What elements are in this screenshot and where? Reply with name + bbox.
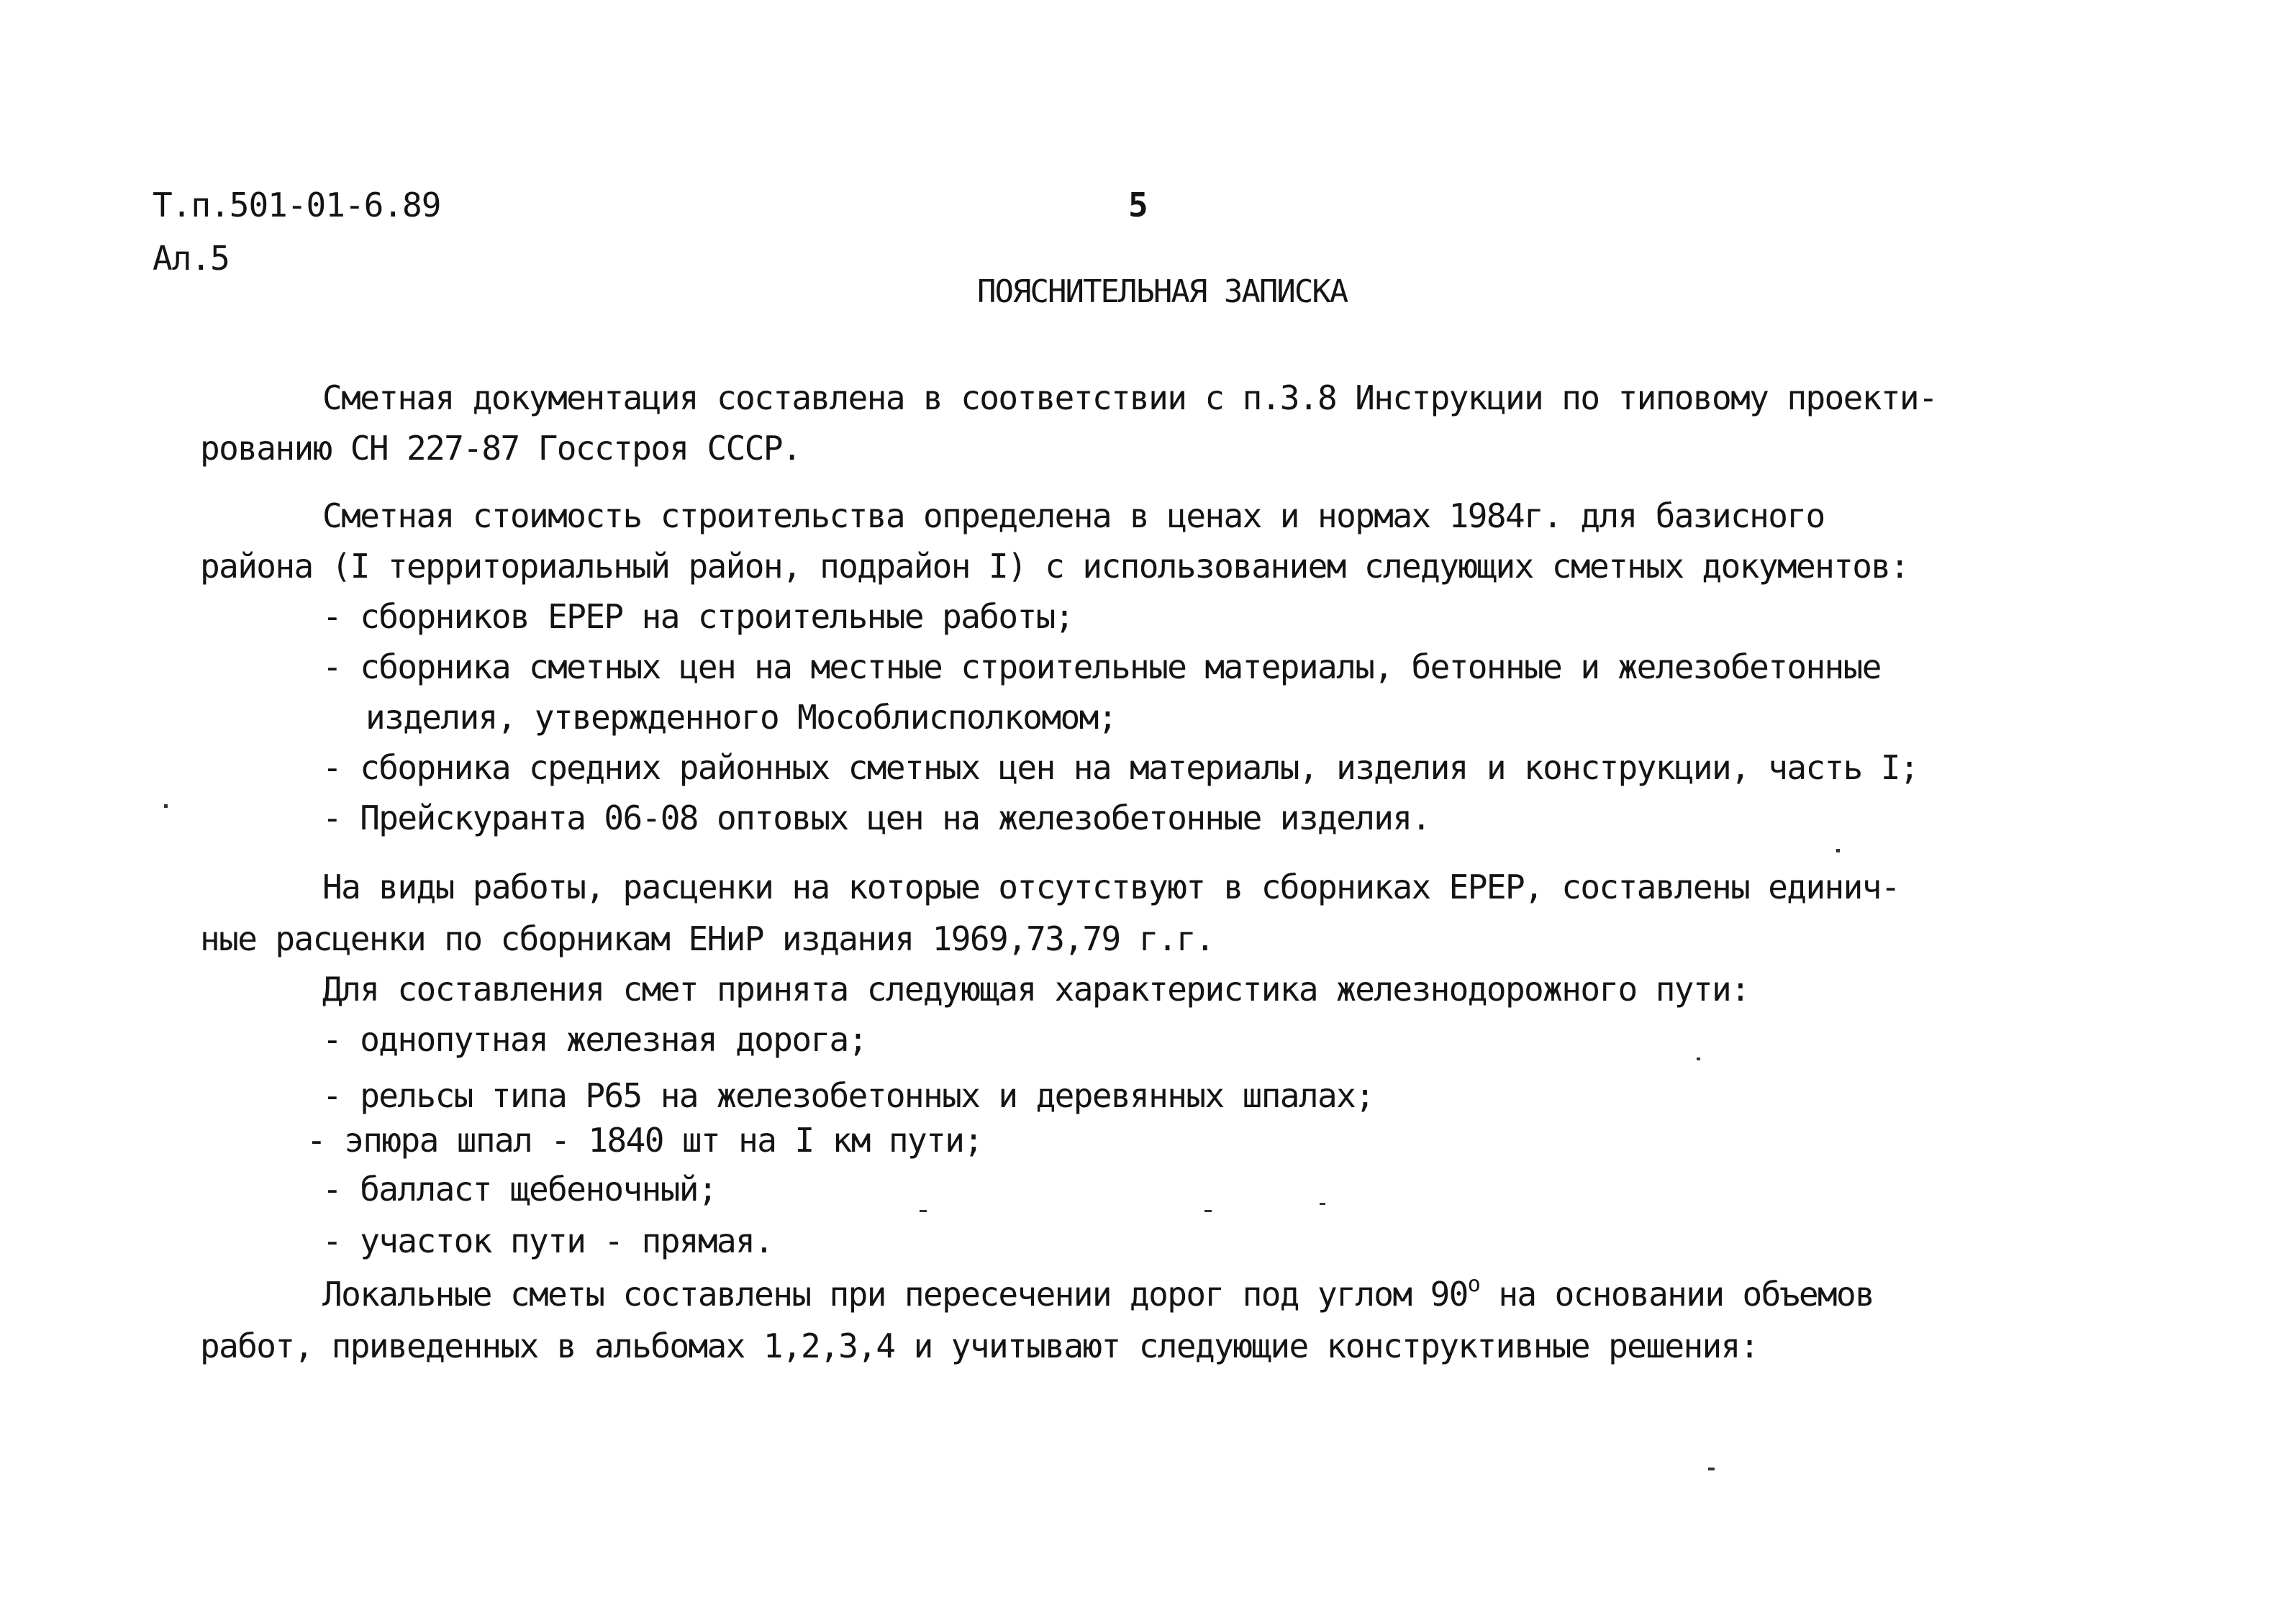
degree-superscript: о: [1467, 1272, 1480, 1297]
scan-speck: [1708, 1468, 1715, 1470]
scan-speck: [164, 804, 168, 808]
paragraph-3-line-1: На виды работы, расценки на которые отсутствуют в сборниках ЕРЕР, составлены единич-: [322, 868, 1900, 906]
list-item: - рельсы типа Р65 на железобетонных и деревянных шпалах;: [322, 1076, 1374, 1115]
paragraph-2-line-1: Сметная стоимость строительства определена в ценах и нормах 1984г. для базисного: [322, 496, 1825, 535]
list-item: - сборника сметных цен на местные строительные материалы, бетонные и железобетонные: [322, 647, 1881, 686]
list-item: - Прейскуранта 06-08 оптовых цен на железобетонные изделия.: [322, 799, 1430, 837]
paragraph-1-line-2: рованию СН 227-87 Госстроя СССР.: [200, 429, 802, 468]
list-item: - балласт щебеночный;: [322, 1170, 717, 1209]
paragraph-5-line-2: работ, приведенных в альбомах 1,2,3,4 и учитывают следующие конструктивные решения:: [200, 1327, 1759, 1365]
list-item: - сборников ЕРЕР на строительные работы;: [322, 597, 1074, 636]
paragraph-5-text-a: Локальные сметы составлены при пересечении дорог под углом 90: [322, 1275, 1468, 1314]
scan-speck: [920, 1210, 927, 1212]
paragraph-2-line-2: района (I территориальный район, подрайон I) с использованием следующих сметных документов:: [200, 547, 1909, 586]
scan-speck: [1320, 1203, 1325, 1205]
paragraph-5-text-b: на основании объемов: [1479, 1275, 1874, 1314]
list-item: - эпюра шпал - 1840 шт на I км пути;: [307, 1121, 983, 1160]
paragraph-3-line-2: ные расценки по сборникам ЕНиР издания 1969,73,79 г.г.: [200, 919, 1215, 958]
paragraph-5-line-1: [322, 1272, 1874, 1314]
scan-speck: [1697, 1057, 1700, 1060]
page-number: 5: [1128, 186, 1148, 224]
list-item: - сборника средних районных сметных цен на материалы, изделия и конструкции, часть I;: [322, 748, 1919, 787]
album-number: Ал.5: [153, 239, 230, 278]
list-item: - участок пути - прямая.: [322, 1222, 773, 1260]
paragraph-4: Для составления смет принята следующая характеристика железнодорожного пути:: [322, 970, 1750, 1009]
paragraph-1-line-1: Сметная документация составлена в соответствии с п.3.8 Инструкции по типовому проекти-: [322, 378, 1938, 417]
scan-speck: [1204, 1210, 1212, 1212]
page-title: ПОЯСНИТЕЛЬНАЯ ЗАПИСКА: [977, 273, 1348, 310]
list-item: - однопутная железная дорога;: [322, 1020, 867, 1059]
list-item-continuation: изделия, утвержденного Мособлисполкомом;: [366, 698, 1117, 737]
scan-speck: [1836, 849, 1840, 852]
document-code: Т.п.501-01-6.89: [153, 186, 441, 224]
